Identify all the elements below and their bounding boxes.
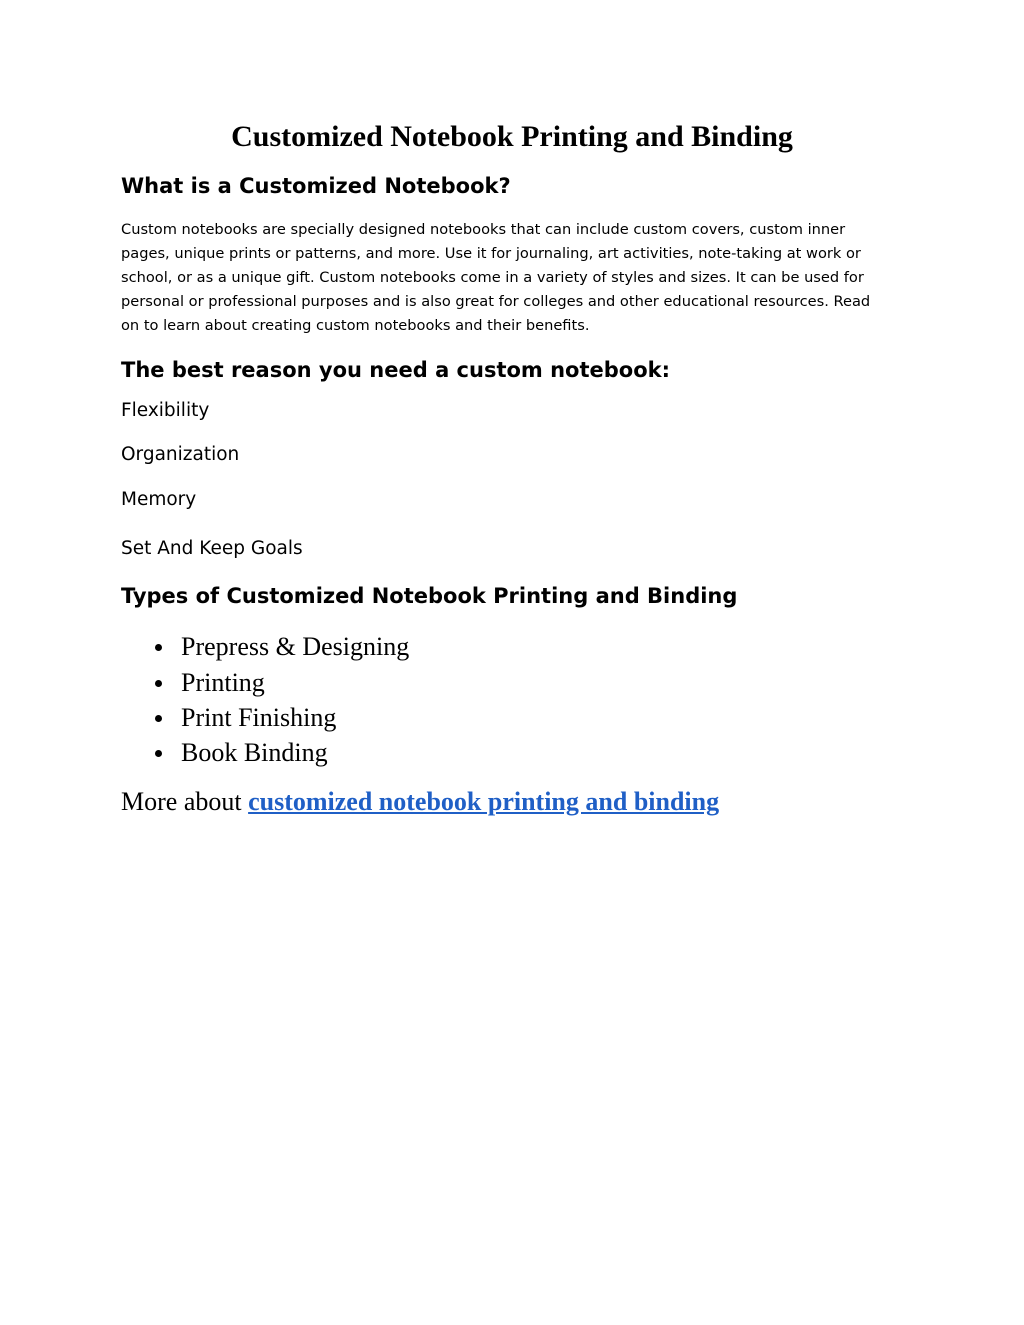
list-item-label: Printing <box>181 668 265 697</box>
reason-item: Set And Keep Goals <box>121 538 303 559</box>
reason-item: Memory <box>121 489 197 510</box>
types-heading: Types of Customized Notebook Printing and Binding <box>121 584 738 608</box>
more-about-prefix: More about <box>121 787 249 816</box>
bullet-icon <box>155 680 162 687</box>
bullet-icon <box>155 750 162 757</box>
list-item-label: Book Binding <box>181 738 328 767</box>
reason-item: Organization <box>121 444 240 465</box>
reason-heading: The best reason you need a custom notebook: <box>121 358 671 382</box>
bullet-icon <box>155 644 162 651</box>
list-item-label: Print Finishing <box>181 703 337 732</box>
list-item-label: Prepress & Designing <box>181 632 410 661</box>
reason-item: Flexibility <box>121 400 210 421</box>
more-about-link[interactable]: customized notebook printing and binding <box>248 787 720 816</box>
intro-paragraph: Custom notebooks are specially designed notebooks that can include custom covers, custom inner pages, unique prints or patterns, and more. Use it for journaling, art activities, note-taking at work or school, or as a unique gift. Custom notebooks come in a variety of styles and sizes. It can be used for personal or professional purposes and is also great for colleges and other educational resources. Read on to learn about creating custom notebooks and their benefits. <box>121 221 871 334</box>
what-is-heading: What is a Customized Notebook? <box>121 174 511 198</box>
more-about-line <box>121 785 719 819</box>
page-title: Customized Notebook Printing and Binding <box>231 120 793 153</box>
bullet-icon <box>155 715 162 722</box>
